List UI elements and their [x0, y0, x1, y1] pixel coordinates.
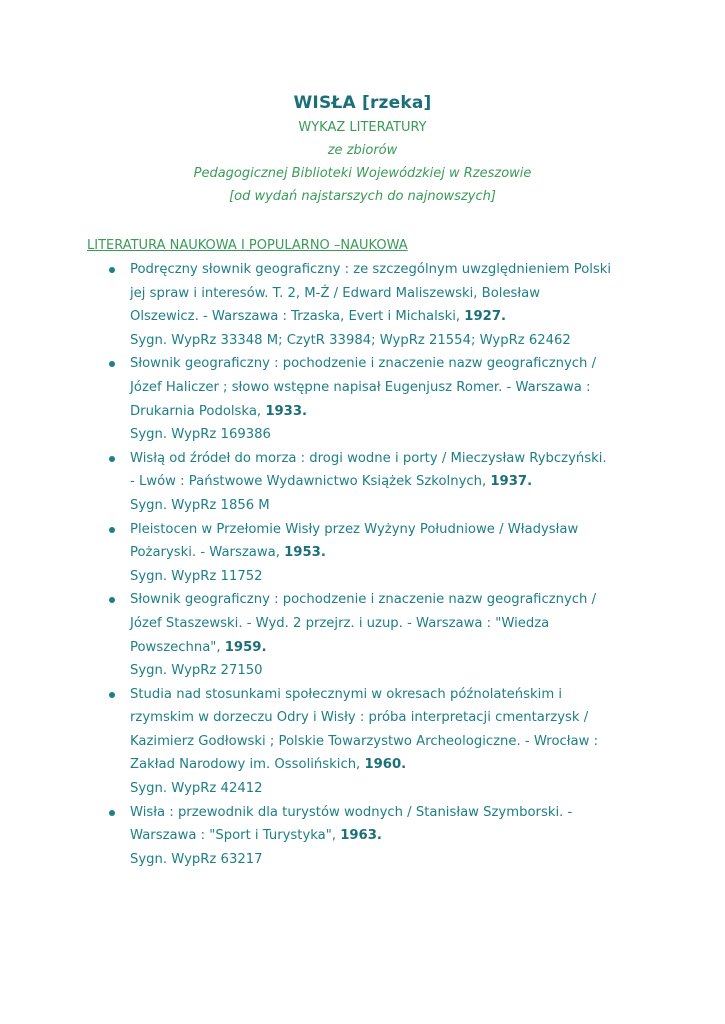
- entry-line: [130, 801, 685, 825]
- entry-line: [130, 494, 685, 518]
- entry-line: [130, 400, 685, 424]
- entry-line: [130, 824, 685, 848]
- entry-text: Sygn. WypRz 169386: [130, 427, 271, 443]
- publication-year: 1927.: [464, 309, 507, 325]
- entry-text: Olszewicz. - Warszawa : Trzaska, Evert i Michalski,: [130, 309, 465, 325]
- publication-year: 1963.: [340, 828, 382, 844]
- bullet-icon: [109, 527, 115, 533]
- entry-line: [130, 470, 685, 494]
- section-heading: LITERATURA NAUKOWA I POPULARNO –NAUKOWA: [87, 238, 408, 253]
- bibliography-entry: [0, 588, 725, 682]
- entry-text: Zakład Narodowy im. Ossolińskich,: [130, 757, 365, 773]
- entry-text: Kazimierz Godłowski ; Polskie Towarzystwo Archeologiczne. - Wrocław :: [130, 733, 599, 749]
- entry-line: [130, 683, 685, 707]
- bibliography-entry: [0, 518, 725, 589]
- entry-line: [130, 518, 685, 542]
- entry-line: [130, 423, 685, 447]
- publication-year: 1937.: [490, 474, 533, 490]
- collection-from: ze zbiorów: [327, 143, 398, 158]
- bibliography-entry: [0, 447, 725, 518]
- entry-text: Słownik geograficzny : pochodzenie i znaczenie nazw geograficznych /: [130, 592, 597, 608]
- bibliography-list: [0, 258, 725, 871]
- library-name: Pedagogicznej Biblioteki Wojewódzkiej w Rzeszowie: [193, 166, 532, 181]
- publication-year: 1933.: [265, 403, 308, 419]
- entry-text: Sygn. WypRz 42412: [130, 781, 263, 797]
- entry-line: [130, 329, 685, 353]
- entry-line: [130, 730, 685, 754]
- entry-text: jej spraw i interesów. T. 2, M-Ż / Edward Maliszewski, Bolesław: [130, 285, 541, 301]
- entry-line: [130, 588, 685, 612]
- entry-text: Józef Staszewski. - Wyd. 2 przejrz. i uzup. - Warszawa : "Wiedza: [130, 615, 550, 631]
- bibliography-entry: [0, 683, 725, 801]
- document-title: WISŁA [rzeka]: [293, 93, 432, 113]
- entry-line: [130, 258, 685, 282]
- entry-text: Pleistocen w Przełomie Wisły przez Wyżyny Południowe / Władysław: [130, 521, 579, 537]
- entry-text: - Lwów : Państwowe Wydawnictwo Książek Szkolnych,: [130, 474, 491, 490]
- bullet-icon: [109, 361, 115, 367]
- bullet-icon: [109, 267, 115, 273]
- entry-text: Pożaryski. - Warszawa,: [130, 545, 285, 561]
- bullet-icon: [109, 810, 115, 816]
- entry-text: Sygn. WypRz 63217: [130, 851, 263, 867]
- bibliography-entry: [0, 258, 725, 352]
- entry-text: Studia nad stosunkami społecznymi w okresach późnolateńskim i: [130, 686, 563, 702]
- entry-line: [130, 636, 685, 660]
- entry-line: [130, 282, 685, 306]
- entry-line: [130, 541, 685, 565]
- entry-text: Drukarnia Podolska,: [130, 403, 266, 419]
- publication-year: 1953.: [284, 545, 326, 561]
- entry-line: [130, 565, 685, 589]
- entry-line: [130, 447, 685, 471]
- bibliography-entry: [0, 801, 725, 872]
- entry-text: Słownik geograficzny : pochodzenie i znaczenie nazw geograficznych /: [130, 356, 597, 372]
- entry-text: rzymskim w dorzeczu Odry i Wisły : próba interpretacji cmentarzysk /: [130, 710, 589, 726]
- bibliography-entry: [0, 352, 725, 446]
- entry-text: Sygn. WypRz 33348 M; CzytR 33984; WypRz 21554; WypRz 62462: [130, 332, 571, 348]
- entry-line: [130, 777, 685, 801]
- entry-line: [130, 376, 685, 400]
- publication-year: 1959.: [224, 639, 267, 655]
- document-header: [0, 90, 725, 208]
- entry-line: [130, 612, 685, 636]
- publication-year: 1960.: [364, 757, 407, 773]
- bullet-icon: [109, 597, 115, 603]
- entry-text: Sygn. WypRz 1856 M: [130, 497, 270, 513]
- entry-line: [130, 352, 685, 376]
- entry-text: Sygn. WypRz 11752: [130, 568, 263, 584]
- entry-text: Powszechna",: [130, 639, 225, 655]
- order-note: [od wydań najstarszych do najnowszych]: [229, 189, 496, 204]
- entry-text: Józef Haliczer ; słowo wstępne napisał Eugenjusz Romer. - Warszawa :: [130, 379, 591, 395]
- entry-line: [130, 305, 685, 329]
- entry-line: [130, 706, 685, 730]
- document-subtitle: WYKAZ LITERATURY: [298, 120, 427, 135]
- bullet-icon: [109, 692, 115, 698]
- entry-line: [130, 753, 685, 777]
- bullet-icon: [109, 456, 115, 462]
- entry-text: Sygn. WypRz 27150: [130, 663, 263, 679]
- entry-line: [130, 659, 685, 683]
- entry-line: [130, 848, 685, 872]
- entry-text: Podręczny słownik geograficzny : ze szczególnym uwzględnieniem Polski: [130, 262, 612, 277]
- entry-text: Wisłą od źródeł do morza : drogi wodne i porty / Mieczysław Rybczyński.: [130, 450, 607, 466]
- entry-text: Warszawa : "Sport i Turystyka",: [130, 828, 341, 844]
- entry-text: Wisła : przewodnik dla turystów wodnych / Stanisław Szymborski. -: [130, 804, 573, 820]
